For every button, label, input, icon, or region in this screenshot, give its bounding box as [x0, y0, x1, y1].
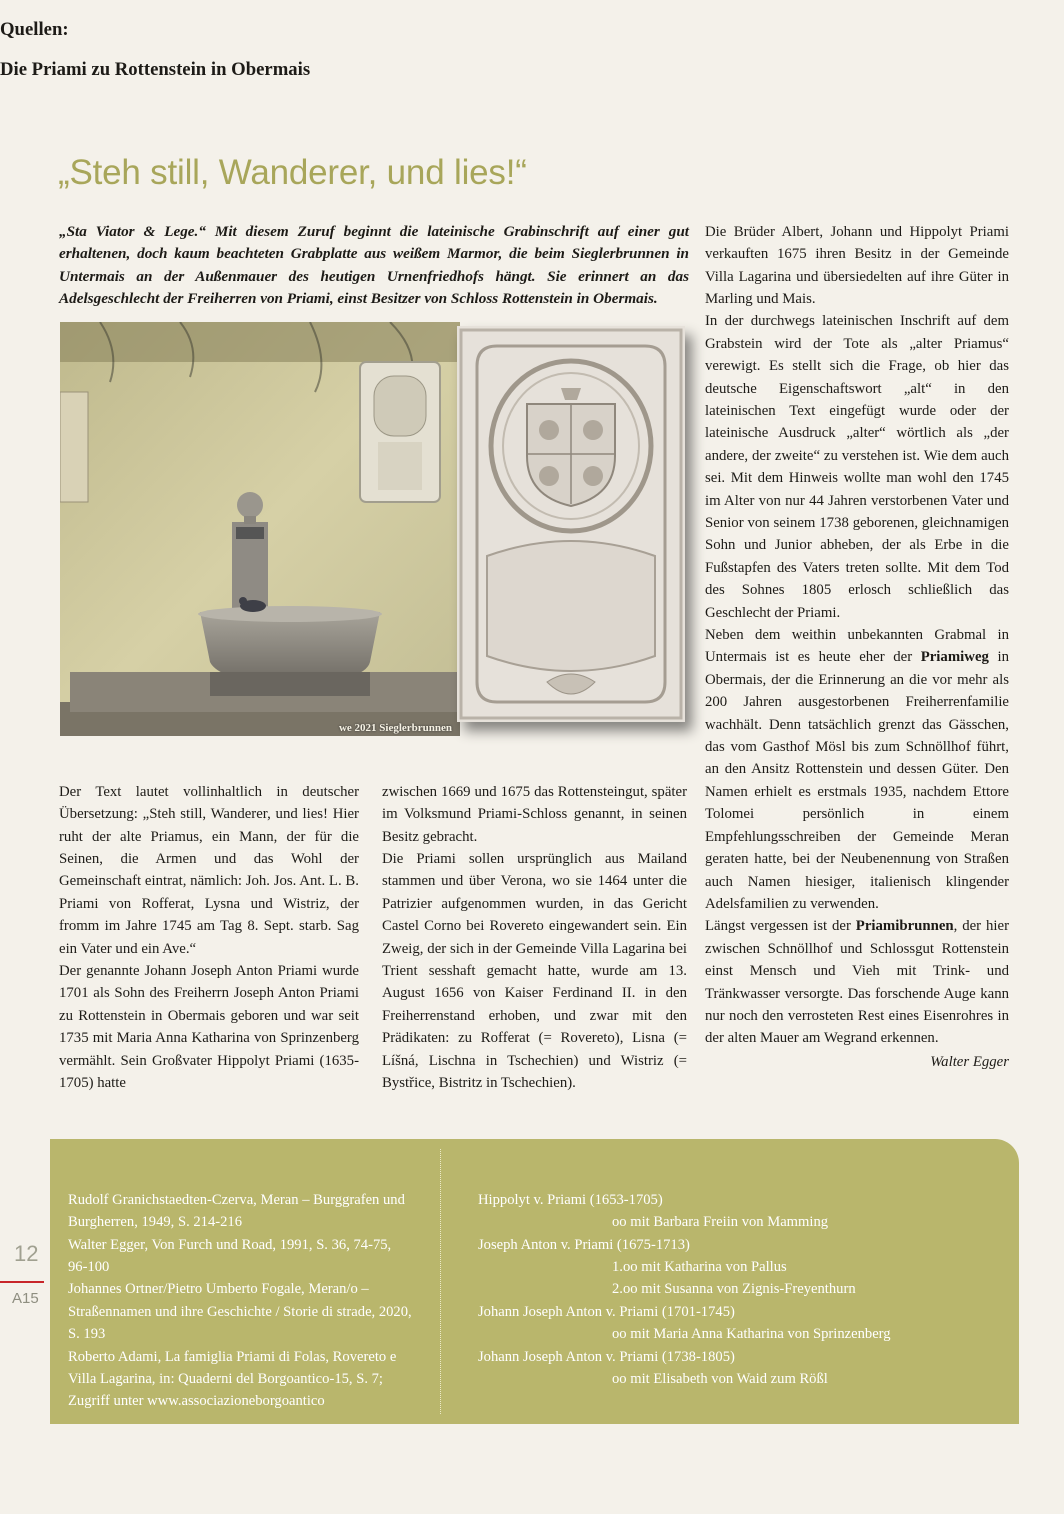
paragraph: In der durchwegs lateinischen Inschrift auf dem Grabstein wird der Tote als „alter Priamus“ verewigt. Es stellt sich die Frage, ob hier das deutsche Eigenschaftswort „alt“ in den lateinischen Text eingefügt wurde oder der lateinische Ausdruck „alter“ wörtlich als „der andere, der zweite“ zu verstehen ist. Wie dem auch sei. Mit dem Hinweis wollte man wohl den 1745 im Alter von nur 44 Jahren verstorbenen Vater und Senior von seinem 1738 geborenen, gleichnamigen Sohn und Junior abheben, der als Erbe in die Fußstapfen des Vaters treten sollte. Mit dem Tod des Sohnes 1805 erlosch schließlich das Geschlecht der Priami.: [705, 313, 1009, 621]
grave-plate-image: [457, 326, 685, 722]
family-person: Johann Joseph Anton v. Priami (1738-1805): [478, 1348, 735, 1365]
photo-caption: we 2021 Sieglerbrunnen: [338, 721, 452, 734]
source-item: Walter Egger, Von Furch und Road, 1991, S. 36, 74-75, 96-100: [68, 1236, 392, 1275]
fountain-photo-image: [60, 322, 460, 736]
source-item: Rudolf Granichstaedten-Czerva, Meran – Burggrafen und Burgherren, 1949, S. 214-216: [68, 1191, 405, 1231]
page-number-rule: [0, 1281, 44, 1283]
article-column-2: [382, 781, 687, 1095]
paragraph: Die Brüder Albert, Johann und Hippolyt Priami verkauften 1675 ihren Besitz in der Gemeinde Villa Lagarina und übersiedelten auf ihre Güter in Marling und Mais.: [705, 223, 1009, 307]
family-marriage: oo mit Elisabeth von Waid zum Rößl: [612, 1370, 828, 1387]
family-title: Die Priami zu Rottenstein in Obermais: [0, 59, 311, 81]
paragraph: zwischen 1669 und 1675 das Rottensteingut, später im Volksmund Priami-Schloss genannt, in seinen Besitz gebracht.: [382, 783, 687, 845]
source-item: Roberto Adami, La famiglia Priami di Folas, Rovereto e Villa Lagarina, in: Quaderni del Borgoantico-15, S. 7; Zugriff unter www.associazioneborgoantico: [68, 1348, 397, 1410]
family-person: Hippolyt v. Priami (1653-1705): [478, 1191, 663, 1208]
family-person: Joseph Anton v. Priami (1675-1713): [478, 1236, 690, 1253]
family-marriage: oo mit Barbara Freiin von Mamming: [612, 1214, 829, 1231]
fountain-photo: [60, 322, 460, 736]
paragraph: [705, 624, 1009, 915]
source-item: Johannes Ortner/Pietro Umberto Fogale, Meran/o – Straßennamen und ihre Geschichte / Storie di strade, 2020, S. 193: [68, 1281, 412, 1343]
family-marriage: 2.oo mit Susanna von Zignis-Freyenthurn: [612, 1281, 856, 1298]
paragraph: Der genannte Johann Joseph Anton Priami wurde 1701 als Sohn des Freiherrn Joseph Anton Priami zu Rottenstein in Obermais geboren und war seit 1735 mit Maria Anna Katharina von Sprinzenberg vermählt. Sein Großvater Hippolyt Priami (1635-1705) hatte: [59, 962, 359, 1091]
issue-label: A15: [12, 1289, 39, 1307]
paragraph: Die Priami sollen ursprünglich aus Mailand stammen und über Verona, wo sie 1464 unter die Patrizier aufgenommen wurden, in das Gericht Castel Corno bei Rovereto eingewandert sein. Ein Zweig, der sich in der Gemeinde Villa Lagarina bei Trient sesshaft gemacht hatte, wurde am 13. August 1656 von Kaiser Ferdinand II. in den Freiherrenstand erhoben, und zwar mit den Prädikaten: zu Rofferat (= Rovereto), Lisna (= Líšná, Lischna in Tschechien) und Wistriz (= Bystřice, Bistritz in Tschechien).: [382, 850, 687, 1091]
info-box-divider: [440, 1149, 441, 1414]
sources-title: Quellen:: [0, 18, 69, 40]
article-title: „Steh still, Wanderer, und lies!“: [58, 152, 527, 192]
text-run: Längst vergessen ist der: [705, 918, 856, 935]
highlight-priamibrunnen: Priamibrunnen: [855, 918, 954, 935]
paragraph: Der Text lautet vollinhaltlich in deutscher Übersetzung: „Steh still, Wanderer, und lies! Hier ruht der alte Priamus, ein Mann, der für die Seinen, die Armen und das Wohl der Gemeinschaft eintrat, nämlich: Joh. Jos. Ant. L. B. Priami von Rofferat, Lysna und Wistriz, der fromm im Jahre 1745 am Tag 8. Sept. starb. Sag ein Vater und ein Ave.“: [59, 783, 359, 957]
grave-plate-relief: [457, 326, 685, 722]
article-lead: „Sta Viator & Lege.“ Mit diesem Zuruf beginnt die lateinische Grabinschrift auf einer gut erhaltenen, doch kaum beachteten Grabplatte aus weißem Marmor, die beim Sieglerbrunnen in Untermais an der Außenmauer des heutigen Urnenfriedhofs hängt. Sie erinnert an das Adelsgeschlecht der Freiherren von Priami, einst Besitzer von Schloss Rottenstein in Obermais.: [59, 222, 689, 307]
family-tree: [478, 1189, 998, 1391]
article-column-3: [705, 221, 1009, 1073]
author-signature: Walter Egger: [930, 1053, 1009, 1070]
family-person: Johann Joseph Anton v. Priami (1701-1745): [478, 1303, 735, 1320]
article-column-1: [59, 781, 359, 1095]
sources-list: [68, 1189, 413, 1413]
paragraph: [705, 915, 1009, 1049]
page-number: 12: [14, 1240, 39, 1266]
text-run: Neben dem weithin unbekannten Grabmal in Untermais ist es heute eher der: [705, 627, 1009, 666]
family-marriage: oo mit Maria Anna Katharina von Sprinzenberg: [612, 1326, 891, 1343]
text-run: in Obermais, der die Erinnerung an die vor mehr als 200 Jahren ausgestorbenen Freiherrenfamilie wachhält. Denn tatsächlich grenzt das Gässchen, das vom Gasthof Mösl bis zum Schnöllhof führt, an den Ansitz Rottenstein und dessen Güter. Den Namen erhielt es erstmals 1935, nachdem Ettore Tolomei persönlich in einem Empfehlungsschreiben der Gemeinde Meran geraten hatte, bei der Neubenennung von Straßen auch Namen hiesiger, italienisch klingender Adelsfamilien zu verwenden.: [705, 649, 1009, 912]
text-run: , der hier zwischen Schnöllhof und Schlossgut Rottenstein einst Mensch und Vieh mit Trink- und Tränkwasser versorgte. Das forschende Auge kann nur noch den verrosteten Rest eines Eisenrohres in der alten Mauer am Wegrand erkennen.: [705, 918, 1009, 1047]
highlight-priamiweg: Priamiweg: [920, 649, 989, 666]
family-marriage: 1.oo mit Katharina von Pallus: [612, 1258, 787, 1275]
